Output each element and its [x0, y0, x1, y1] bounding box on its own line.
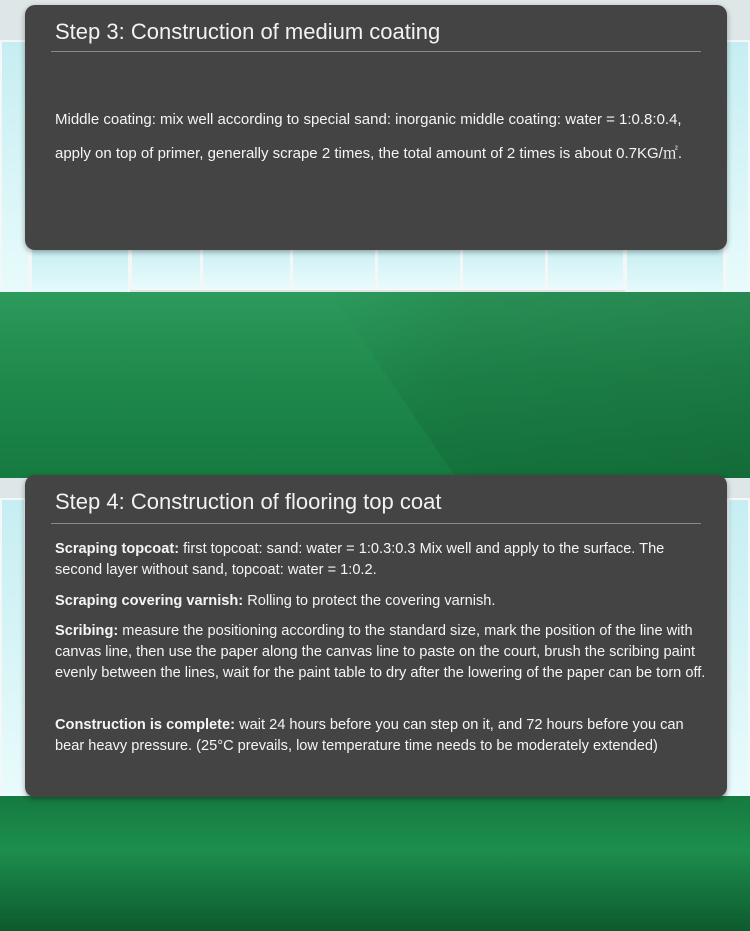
- divider: [51, 51, 701, 52]
- item-text: wait 24 hours before you can step on it, and 72 hours before you can bear heavy pressure. (25°C prevails, low temperature time needs to be moderately extended): [55, 717, 684, 754]
- item-label: Scraping covering varnish:: [55, 593, 244, 609]
- step3-panel: [25, 5, 727, 250]
- item-text: Rolling to protect the covering varnish.: [243, 593, 496, 609]
- item-label: Construction is complete:: [55, 717, 236, 733]
- item-label: Scraping topcoat:: [55, 541, 180, 557]
- item-label: Scribing:: [55, 623, 119, 639]
- item-text: first topcoat: sand: water = 1:0.3:0.3 Mix well and apply to the surface. The second layer without sand, topcoat: water = 1:0.2.: [55, 541, 665, 578]
- item-covering-varnish: [55, 591, 707, 612]
- item-text: measure the positioning according to the standard size, mark the position of the line with canvas line, then use the paper along the canvas line to paste on the court, brush the scribing paint evenly between the lines, wait for the paint table to dry after the lowering of the paper can be torn off.: [55, 623, 706, 681]
- window-right: [727, 498, 750, 798]
- step3-title: Step 3: Construction of medium coating: [55, 19, 441, 44]
- divider: [51, 523, 701, 524]
- window-right: [725, 40, 750, 300]
- item-scribing: [55, 621, 707, 684]
- item-construction-complete: [55, 715, 707, 757]
- green-floor: [0, 796, 750, 931]
- step4-panel: [25, 475, 727, 797]
- step4-title: Step 4: Construction of flooring top coat: [55, 489, 442, 514]
- window-left: [0, 498, 26, 798]
- step3-body: Middle coating: mix well according to special sand: inorganic middle coating: water = 1:0.8:0.4, apply on top of primer, generally scrape 2 times, the total amount of 2 times is about 0.7KG/㎡.: [55, 111, 682, 162]
- item-scraping-topcoat: [55, 539, 707, 581]
